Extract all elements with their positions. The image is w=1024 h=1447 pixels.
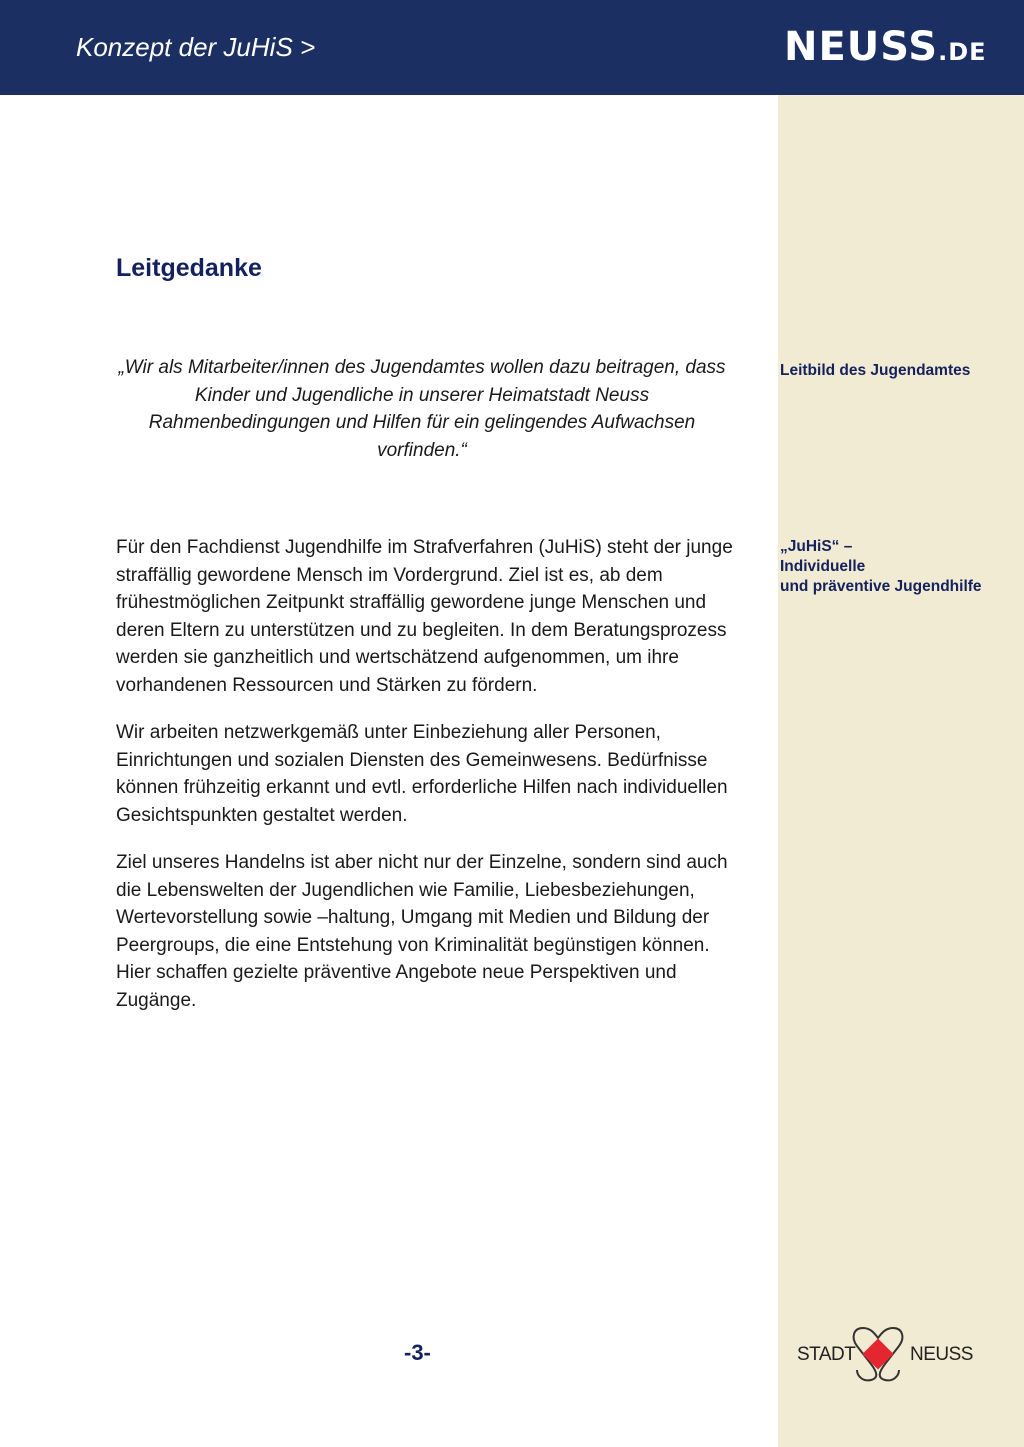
page-number: -3- (404, 1340, 431, 1365)
mission-quote: „Wir als Mitarbeiter/innen des Jugendamtes wollen dazu beitragen, dass Kinder und Jugendliche in unserer Heimatstadt Neuss Rahmenbedingungen und Hilfen für ein gelingendes Aufwachsen vorfinden.“ (118, 357, 726, 461)
body-text (116, 534, 736, 1034)
sidenote-leitbild (780, 361, 1020, 381)
logo-word-neuss: NEUSS (910, 1344, 973, 1365)
sidenote-line: und präventive Jugendhilfe (780, 578, 982, 595)
section-heading: Leitgedanke (116, 254, 262, 282)
sidenote-line: „JuHiS“ – (780, 538, 853, 555)
sidenote-line: Individuelle (780, 558, 866, 575)
logo-suffix: .DE (938, 38, 987, 66)
paragraph: Ziel unseres Handelns ist aber nicht nur der Einzelne, sondern sind auch die Lebenswelten der Jugendlichen wie Familie, Liebesbeziehungen, Wertevorstellung sowie –haltung, Umgang mit Medien und Bildung der Peergroups, die eine Entstehung von Kriminalität begünstigen können. Hier schaffen gezielte präventive Angebote neue Perspektiven und Zugänge. (116, 852, 728, 1011)
header-title: Konzept der JuHiS > (76, 32, 316, 62)
paragraph: Für den Fachdienst Jugendhilfe im Strafverfahren (JuHiS) steht der junge straffällig gewordene Mensch im Vordergrund. Ziel ist es, ab dem frühestmöglichen Zeitpunkt straffällig gewordene junge Menschen und deren Eltern zu unterstützen und zu begleiten. In dem Beratungsprozess werden sie ganzheitlich und wertschätzend aufgenommen, um ihre vorhandenen Ressourcen und Stärken zu fördern. (116, 537, 733, 696)
logo-word-stadt: STADT (797, 1344, 856, 1365)
sidenote-line: Leitbild des Jugendamtes (780, 362, 971, 379)
sidebar-margin (778, 95, 1024, 1447)
stadt-neuss-logo (797, 1322, 977, 1388)
sidenote-juhis (780, 537, 1020, 597)
page-header (0, 0, 1024, 95)
logo-main: NEUSS (784, 24, 939, 70)
neuss-emblem-icon (849, 1324, 907, 1384)
paragraph: Wir arbeiten netzwerkgemäß unter Einbeziehung aller Personen, Einrichtungen und sozialen Diensten des Gemeinwesens. Bedürfnisse können frühzeitig erkannt und evtl. erforderliche Hilfen nach individuellen Gesichtspunkten gestaltet werden. (116, 722, 728, 826)
neuss-de-logo[interactable] (784, 24, 987, 70)
